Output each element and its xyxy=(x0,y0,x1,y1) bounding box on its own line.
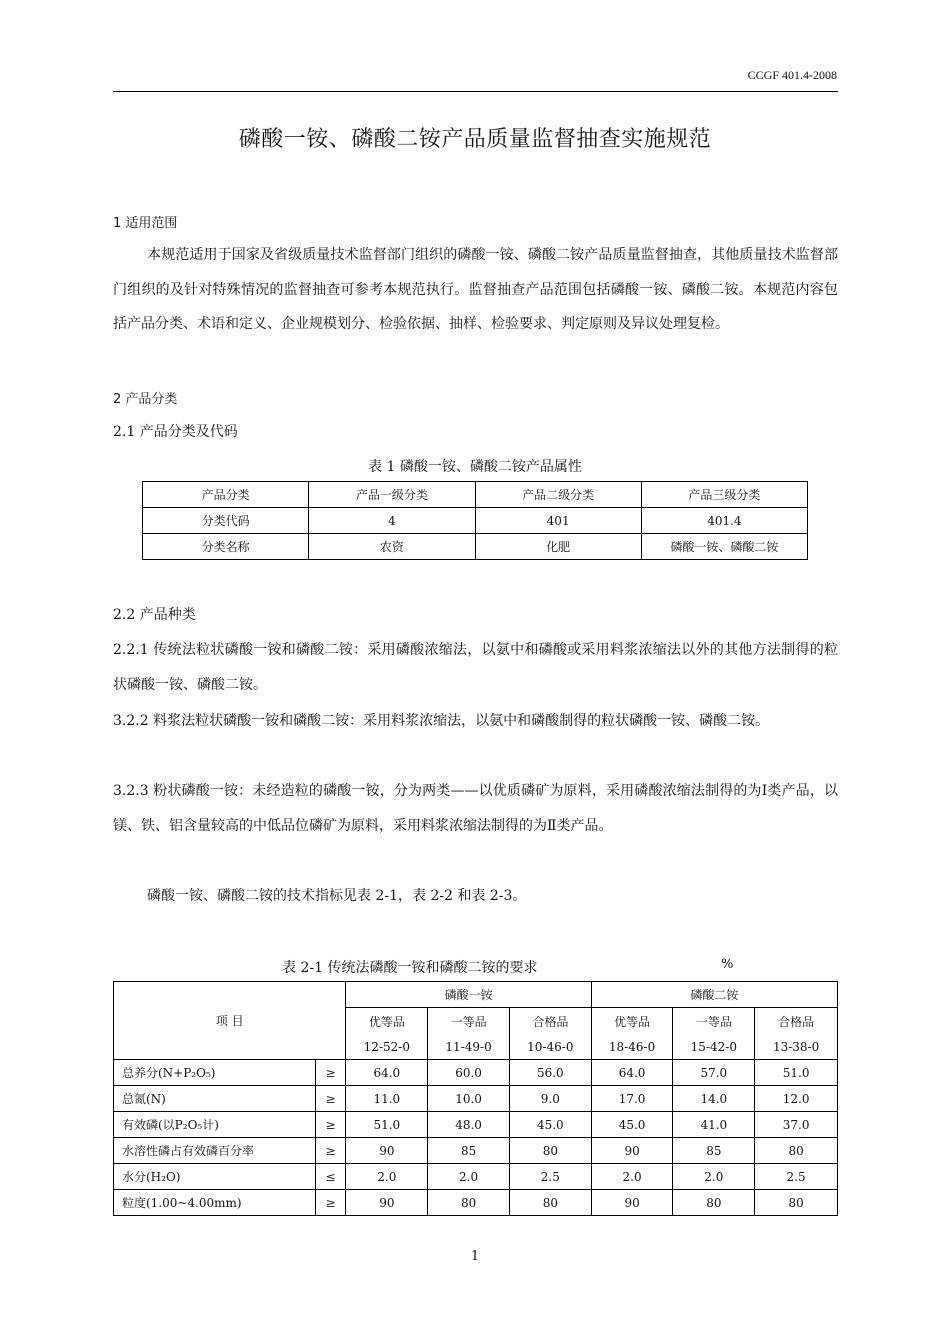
value-cell: 11.0 xyxy=(346,1086,428,1112)
table-1-caption: 表 1 磷酸一铵、磷酸二铵产品属性 xyxy=(368,459,582,475)
paragraph-3-2-2: 3.2.2 料浆法粒状磷酸一铵和磷酸二铵：采用料浆浓缩法，以氨中和磷酸制得的粒状磷酸一铵、磷酸二铵。 xyxy=(113,713,770,729)
page-title: 磷酸一铵、磷酸二铵产品质量监督抽查实施规范 xyxy=(238,127,712,152)
value-cell: 64.0 xyxy=(346,1060,428,1086)
table-1-cell: 产品三级分类 xyxy=(641,482,807,508)
grade-name: 优等品 xyxy=(368,1015,405,1029)
grade-header-cell xyxy=(509,1008,591,1060)
value-cell: 90 xyxy=(346,1190,428,1216)
value-cell: 2.0 xyxy=(673,1164,755,1190)
value-cell: 85 xyxy=(673,1138,755,1164)
comparison-symbol: ≥ xyxy=(315,1060,346,1086)
comparison-symbol: ≥ xyxy=(315,1086,346,1112)
group-dap-header: 磷酸二铵 xyxy=(591,982,837,1008)
grade-formula: 10-46-0 xyxy=(527,1040,574,1054)
grade-header-cell xyxy=(591,1008,673,1060)
table-1 xyxy=(142,481,808,560)
row-label: 粒度(1.00~4.00mm) xyxy=(114,1190,316,1216)
section-1-heading: 1 适用范围 xyxy=(113,216,178,231)
grade-formula: 13-38-0 xyxy=(772,1040,820,1054)
table-1-cell: 401.4 xyxy=(641,508,807,534)
value-cell: 80 xyxy=(755,1190,838,1216)
value-cell: 64.0 xyxy=(591,1060,673,1086)
grade-header-cell xyxy=(673,1008,755,1060)
row-label: 总氮(N) xyxy=(114,1086,316,1112)
document-code: CCGF 401.4-2008 xyxy=(747,68,837,82)
row-label: 有效磷(以P₂O₅计) xyxy=(114,1112,316,1138)
value-cell: 12.0 xyxy=(755,1086,838,1112)
value-cell: 2.0 xyxy=(591,1164,673,1190)
table-2-1-row xyxy=(114,1190,838,1216)
paragraph-table-reference xyxy=(113,879,838,914)
grade-formula: 15-42-0 xyxy=(690,1040,737,1054)
header-rule xyxy=(113,91,838,92)
table-1-cell: 401 xyxy=(475,508,641,534)
comparison-symbol: ≥ xyxy=(315,1190,346,1216)
item-header-cell: 项 目 xyxy=(114,982,346,1060)
value-cell: 2.0 xyxy=(428,1164,510,1190)
value-cell: 80 xyxy=(428,1190,510,1216)
value-cell: 80 xyxy=(673,1190,755,1216)
table-1-cell: 4 xyxy=(309,508,475,534)
grade-name: 一等品 xyxy=(450,1015,487,1029)
grade-header-cell xyxy=(755,1008,838,1060)
table-1-cell: 磷酸一铵、磷酸二铵 xyxy=(641,534,807,560)
table-1-cell: 产品一级分类 xyxy=(309,482,475,508)
value-cell: 45.0 xyxy=(509,1112,591,1138)
table-1-row xyxy=(143,534,808,560)
table-2-1-row xyxy=(114,1138,838,1164)
section-1-text: 本规范适用于国家及省级质量技术监督部门组织的磷酸一铵、磷酸二铵产品质量监督抽查，其他质量技术监督部门组织的及针对特殊情况的监督抽查可参考本规范执行。监督抽查产品范围包括磷酸一铵、磷酸二铵。本规范内容包括产品分类、术语和定义、企业规模划分、检验依据、抽样、检验要求、判定原则及异议处理复检。 xyxy=(113,247,838,332)
table-2-1-group-header-row xyxy=(114,982,838,1008)
row-label: 水溶性磷占有效磷百分率 xyxy=(114,1138,316,1164)
paragraph-3-2-3: 3.2.3 粉状磷酸一铵：未经造粒的磷酸一铵，分为两类——以优质磷矿为原料，采用磷酸浓缩法制得的为Ⅰ类产品，以镁、铁、铝含量较高的中低品位磷矿为原料，采用料浆浓缩法制得的为Ⅱ类产品。 xyxy=(113,783,838,834)
value-cell: 90 xyxy=(346,1138,428,1164)
value-cell: 2.5 xyxy=(509,1164,591,1190)
table-2-1-row xyxy=(114,1164,838,1190)
value-cell: 60.0 xyxy=(428,1060,510,1086)
value-cell: 9.0 xyxy=(509,1086,591,1112)
subsection-2-1: 2.1 产品分类及代码 xyxy=(113,424,238,440)
table-1-cell: 化肥 xyxy=(475,534,641,560)
table-1-cell: 分类代码 xyxy=(143,508,309,534)
grade-name: 优等品 xyxy=(614,1015,651,1029)
value-cell: 90 xyxy=(591,1138,673,1164)
table-2-1-row xyxy=(114,1060,838,1086)
grade-name: 合格品 xyxy=(778,1015,815,1029)
value-cell: 2.0 xyxy=(346,1164,428,1190)
comparison-symbol: ≥ xyxy=(315,1112,346,1138)
grade-header-cell xyxy=(428,1008,510,1060)
group-map-header: 磷酸一铵 xyxy=(346,982,591,1008)
value-cell: 2.5 xyxy=(755,1164,838,1190)
subsection-2-2: 2.2 产品种类 xyxy=(113,607,196,623)
value-cell: 56.0 xyxy=(509,1060,591,1086)
value-cell: 10.0 xyxy=(428,1086,510,1112)
value-cell: 37.0 xyxy=(755,1112,838,1138)
value-cell: 80 xyxy=(509,1138,591,1164)
table-1-cell: 农资 xyxy=(309,534,475,560)
grade-formula: 18-46-0 xyxy=(608,1040,656,1054)
grade-formula: 11-49-0 xyxy=(445,1040,492,1054)
grade-name: 合格品 xyxy=(532,1015,569,1029)
table-2-1-row xyxy=(114,1086,838,1112)
value-cell: 45.0 xyxy=(591,1112,673,1138)
row-label: 水分(H₂O) xyxy=(114,1164,316,1190)
value-cell: 17.0 xyxy=(591,1086,673,1112)
value-cell: 90 xyxy=(591,1190,673,1216)
row-label: 总养分(N+P₂O₅) xyxy=(114,1060,316,1086)
grade-name: 一等品 xyxy=(695,1015,732,1029)
table-1-cell: 分类名称 xyxy=(143,534,309,560)
table-1-row xyxy=(143,508,808,534)
section-1-paragraph xyxy=(113,238,838,342)
table-reference-text: 磷酸一铵、磷酸二铵的技术指标见表 2-1，表 2-2 和表 2-3。 xyxy=(147,888,527,904)
table-1-cell: 产品二级分类 xyxy=(475,482,641,508)
page-number: 1 xyxy=(470,1249,480,1264)
value-cell: 41.0 xyxy=(673,1112,755,1138)
paragraph-2-2-1: 2.2.1 传统法粒状磷酸一铵和磷酸二铵：采用磷酸浓缩法，以氨中和磷酸或采用料浆浓缩法以外的其他方法制得的粒状磷酸一铵、磷酸二铵。 xyxy=(113,642,838,693)
value-cell: 14.0 xyxy=(673,1086,755,1112)
table-1-row xyxy=(143,482,808,508)
table-2-1-unit: % xyxy=(721,957,734,972)
grade-header-cell xyxy=(346,1008,428,1060)
value-cell: 51.0 xyxy=(346,1112,428,1138)
comparison-symbol: ≤ xyxy=(315,1164,346,1190)
value-cell: 85 xyxy=(428,1138,510,1164)
value-cell: 51.0 xyxy=(755,1060,838,1086)
table-1-cell: 产品分类 xyxy=(143,482,309,508)
value-cell: 48.0 xyxy=(428,1112,510,1138)
table-2-1 xyxy=(113,981,838,1216)
comparison-symbol: ≥ xyxy=(315,1138,346,1164)
table-2-1-caption: 表 2-1 传统法磷酸一铵和磷酸二铵的要求 xyxy=(282,960,538,976)
table-2-1-row xyxy=(114,1112,838,1138)
value-cell: 80 xyxy=(509,1190,591,1216)
section-2-heading: 2 产品分类 xyxy=(113,392,178,407)
value-cell: 57.0 xyxy=(673,1060,755,1086)
grade-formula: 12-52-0 xyxy=(363,1040,410,1054)
value-cell: 80 xyxy=(755,1138,838,1164)
